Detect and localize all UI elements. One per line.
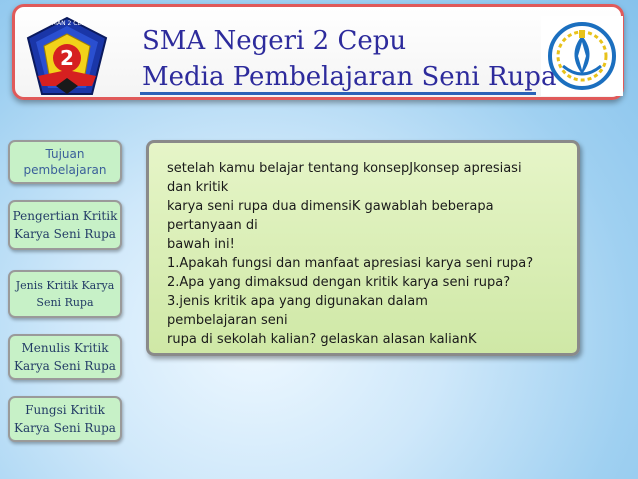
nav-label-line1: Menulis Kritik [21, 341, 109, 355]
content-text [167, 159, 577, 349]
content-line: pembelajaran seni [167, 313, 288, 328]
page-subtitle: Media Pembelajaran Seni Rupa [142, 62, 557, 92]
svg-text:2: 2 [60, 46, 74, 70]
nav-label-line1: Tujuan [45, 147, 85, 161]
content-line: 3.jenis kritik apa yang digunakan dalam [167, 294, 428, 309]
school-emblem-icon [26, 16, 108, 96]
nav-label-line2: Karya Seni Rupa [14, 421, 116, 435]
content-line: 2.Apa yang dimaksud dengan kritik karya seni rupa? [167, 275, 511, 290]
nav-jenis-kritik[interactable] [8, 270, 122, 318]
logo-left-text: SMAN 2 CEPU [48, 20, 90, 27]
nav-label-line2: Seni Rupa [36, 296, 94, 309]
content-line: bawah ini! [167, 237, 235, 252]
page-title: SMA Negeri 2 Cepu [142, 26, 407, 56]
content-line: karya seni rupa dua dimensiK gawablah beberapa [167, 199, 494, 214]
content-line: rupa di sekolah kalian? gelaskan alasan kalianK [167, 332, 477, 347]
content-line: pertanyaan di [167, 218, 258, 233]
nav-label-line1: Fungsi Kritik [25, 403, 105, 417]
nav-label-line1: Pengertian Kritik [12, 209, 118, 223]
nav-pengertian-kritik[interactable] [8, 200, 122, 250]
nav-fungsi-kritik[interactable] [8, 396, 122, 442]
nav-tujuan-pembelajaran[interactable] [8, 140, 122, 184]
content-panel [146, 140, 580, 356]
content-line: 1.Apakah fungsi dan manfaat apresiasi karya seni rupa? [167, 256, 534, 271]
nav-label-line2: pembelajaran [23, 163, 107, 177]
nav-label-line2: Karya Seni Rupa [14, 227, 116, 241]
title-underline [140, 92, 536, 95]
nav-menulis-kritik[interactable] [8, 334, 122, 380]
nav-label-line1: Jenis Kritik Karya [15, 279, 115, 292]
nav-label-line2: Karya Seni Rupa [14, 359, 116, 373]
content-line: setelah kamu belajar tentang konsepJkonsep apresiasi [167, 161, 522, 176]
content-line: dan kritik [167, 180, 229, 195]
